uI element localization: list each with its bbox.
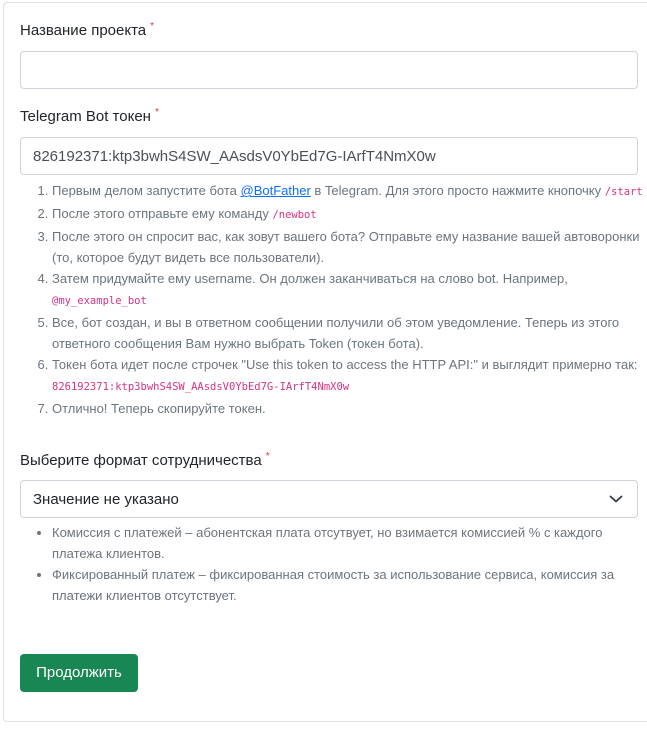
cooperation-format-select[interactable] xyxy=(20,480,638,518)
required-mark: * xyxy=(154,107,159,118)
bot-token-input[interactable] xyxy=(20,137,638,175)
project-name-label xyxy=(20,22,154,40)
list-item xyxy=(52,226,647,268)
step-text: Все, бот создан, и вы в ответном сообщении получили об этом уведомление. Теперь из этого ответного сообщения Вам нужно выбрать Token (токен бота). xyxy=(52,315,620,351)
botfather-link[interactable]: @BotFather xyxy=(240,183,311,198)
step-text: в Telegram. Для этого просто нажмите кнопочку xyxy=(310,183,605,198)
cooperation-format-label-text: Выберите формат сотрудничества xyxy=(20,452,262,469)
chevron-down-icon xyxy=(609,494,623,504)
step-text: Токен бота идет после строчек "Use this token to access the HTTP API:" и выглядит примерно так: xyxy=(52,357,638,372)
cooperation-notes-list xyxy=(20,522,647,606)
continue-button[interactable]: Продолжить xyxy=(20,654,138,692)
step-text: Отлично! Теперь скопируйте токен. xyxy=(52,401,266,416)
list-item: • Фиксированный платеж – фиксированная стоимость за использование сервиса, комиссия за платежи клиентов отсутствует. xyxy=(52,564,647,606)
start-command: /start xyxy=(604,186,643,198)
required-mark: * xyxy=(265,451,270,462)
list-item xyxy=(52,268,647,312)
bot-token-label xyxy=(20,108,159,126)
select-value: Значение не указано xyxy=(33,491,179,508)
required-mark: * xyxy=(150,21,155,32)
project-name-label-text: Название проекта xyxy=(20,22,147,39)
example-username: @my_example_bot xyxy=(52,295,147,307)
token-instructions-list xyxy=(20,180,647,419)
example-token: 826192371:ktp3bwhS4SW_AAsdsV0YbEd7G-IArfT4NmX0w xyxy=(52,381,350,393)
project-name-input[interactable] xyxy=(20,51,638,89)
list-item xyxy=(52,398,647,419)
cooperation-format-label xyxy=(20,452,270,470)
step-text: После этого отправьте ему команду xyxy=(52,206,273,221)
step-text: Первым делом запустите бота xyxy=(52,183,241,198)
step-text: После этого он спросит вас, как зовут вашего бота? Отправьте ему название вашей автоворонки (то, которое будут видеть все пользователи). xyxy=(52,229,640,265)
list-item xyxy=(52,354,647,398)
list-item xyxy=(52,180,647,203)
newbot-command: /newbot xyxy=(272,209,317,221)
step-text: Затем придумайте ему username. Он должен заканчиваться на слово bot. Например, xyxy=(52,271,568,286)
list-item xyxy=(52,312,647,354)
list-item xyxy=(52,203,647,226)
list-item: • Комиссия с платежей – абонентская плата отсутвует, но взимается комиссией % с каждого платежа клиентов. xyxy=(52,522,647,564)
bot-token-label-text: Telegram Bot токен xyxy=(20,108,151,125)
